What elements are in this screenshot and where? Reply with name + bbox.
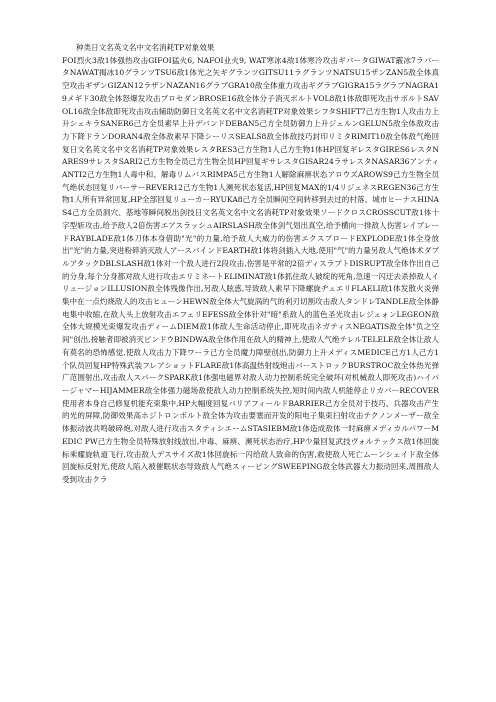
document-page	[62, 42, 439, 682]
document-body: FOI烈火3敌1体强热攻击GIFOI猛火6, NAFOI业火9, WAT寒冰4敌1体寒冷攻击ギバータGIWAT霰冰7ラバータNAWAT揭冰10グランツTSU6敌1体光之矢ギグランツGITSU11ラグランツNATSU15ザンZAN5敌全体真空攻击ギザンGIZAN12ラザンNAZAN16グラブGRA10敌全体重力攻击ギグラブGIGRA15ラグラブNAGRA19メギド30敌全体怒爆发攻击ブロセダンBROSE16敌全体分子消灭ボルトVOL8敌1体敌即死攻击サボルトSAVOL16敌全体敌即死攻击攻击辅助防御日文名英文名中文名消耗TP对象效果シフタSHIFT7己方生物1人攻击力上升シェキラSANER6己方全员素早上升デバンドDEBAN5己方全员防御力上升ジェルンGELUN5敌全体敌攻击力下降ドランDORAN4敌全体敌素早下降シーリスSEALS8敌全体敌技巧封印リミタRIMIT10敌全体敌气绝回复日文名英文名中文名消耗TP对象效果レスタRES3己方生物1人己方生物1体HP回复ギレスタGIRES6レスタNARES9サレスタSARI2己方生物全员己方生物全员HP回复ギサレスタGISAR24ラサレスタNASAR36アンティANTI2己方生物1人毒中和、解毒リムバスRIMPA5己方生物1人解除麻痹状态アロウズAROWS9己方生物全员气绝状态回复リバーサーREVER12己方生物1人濒死状态复活,HP回复MAX的1/4リジェネスREGEN36己方生物1人所有异常回复,HP全部回复リューカーRYUKA8己方全员瞬间空间转移到去过的村落、城市ヒーナスHINAS4己方全员洞穴、基地等瞬间脱出剑技日文名英文名中文名消耗TP对象效果ソードクロスCROSSCUT敌1体十字型斩攻击,给予敌人2倍伤害エアスラッシュAIRSLASH敌全体剑气划出真空,给予横向一排敌人伤害レイブレードRAYBLADE敌1体刀体本身借助"光"的力量,给予敌人大威力的伤害エクスプロードEXPLODE敌1体全身放出"光"的力量,突进粉碎消灭敌人アースバインドEARTH敌1体将剑插入大地,使用"气"的力量另敌人气绝体术ダブルアタックDBLSLASH敌1体对一个敌人进行2段攻击,伤害是平常的2倍ディスラプトDISRUPT敌全体作出自己的分身,每个分身都对敌人进行攻击エリミネートELIMINAT敌1体抓住敌人破绽的死角,急速一闪迂去杀掉敌人イリュージョンILLUSION敌全体残像作出,另敌人眩惑,导致敌人素早下降螺旋ヂュエリFLAELI敌1体发散火炎弹集中在一点灼烧敌人的攻击ヒューンHEWN敌全体大气旋涡的气的利刃切割攻击敌人タンドレTANDLE敌全体静电集中收缩,在敌人头上放射攻击エフェリEFESS敌全体针对"暗"系敌人的蓝色圣光攻击レジェォンLEGEON敌全体大规模光束爆发攻击ディームDIEM敌1体敌人生命活动停止,即死攻击ネガティスNEGATIS敌全体"负之空间"创出,接触者即被消灭ビンドウBINDWA敌全体作用在敌人的精神上,使敌人气绝テレルTELELE敌全体让敌人有莫名的恐怖感觉,使敌人攻击力下降ワーラ己方全员魔力障壁创出,防御力上升メディスMEDICE己方1人己方1个队员回复HP特殊武装フレアショットFLARE敌1体高温热射线炮击バーストロックBURSTROC敌全体热光弹广范围射出,攻击敌人スパークSPARK敌1体强电磁界对敌人动力控制系统完全破坏(对机械敌人即死攻击)ハイパージャマーHIJAMMER敌全体强力磁场敌使敌人动力控制系统失控,短时间内敌人机能停止リカバーRECOVER使用者本身自己修复机能充束集中,HP大幅度回复バリアフィールドBARRIER己方全员对于技巧、兵器攻击产生的光的屏障,防御效果高ホジトロンボルト敌全体为攻击要塞而开发的阳电子集束扫射攻击テクノンメーザー敌全体振动波共鸣破碎炮,对敌人进行攻击スタティシエームSTASIEBM敌1体造成敌体一时麻痹メディカルパワーMEDIC PW己方生物全员特殊放射线放出,中毒、麻痹、濒死状态治疗,HP少量回复武技ヴォルテックス敌1体回旋标乘耀旋轨道飞行,攻击敌人デスサイズ敌1体回旋标一闪给敌人致命的伤害,救使敌人死亡ムーンシェイド敌全体回旋标反射光,使敌人陷入被催眠状态导致敌人气绝スィーピングSWEEPING敌全体武器大力振动回来,周围敌人受到攻击クラ	[62, 55, 439, 484]
document-title: 种类日文名英文名中文名消耗TP对象效果	[76, 43, 215, 52]
